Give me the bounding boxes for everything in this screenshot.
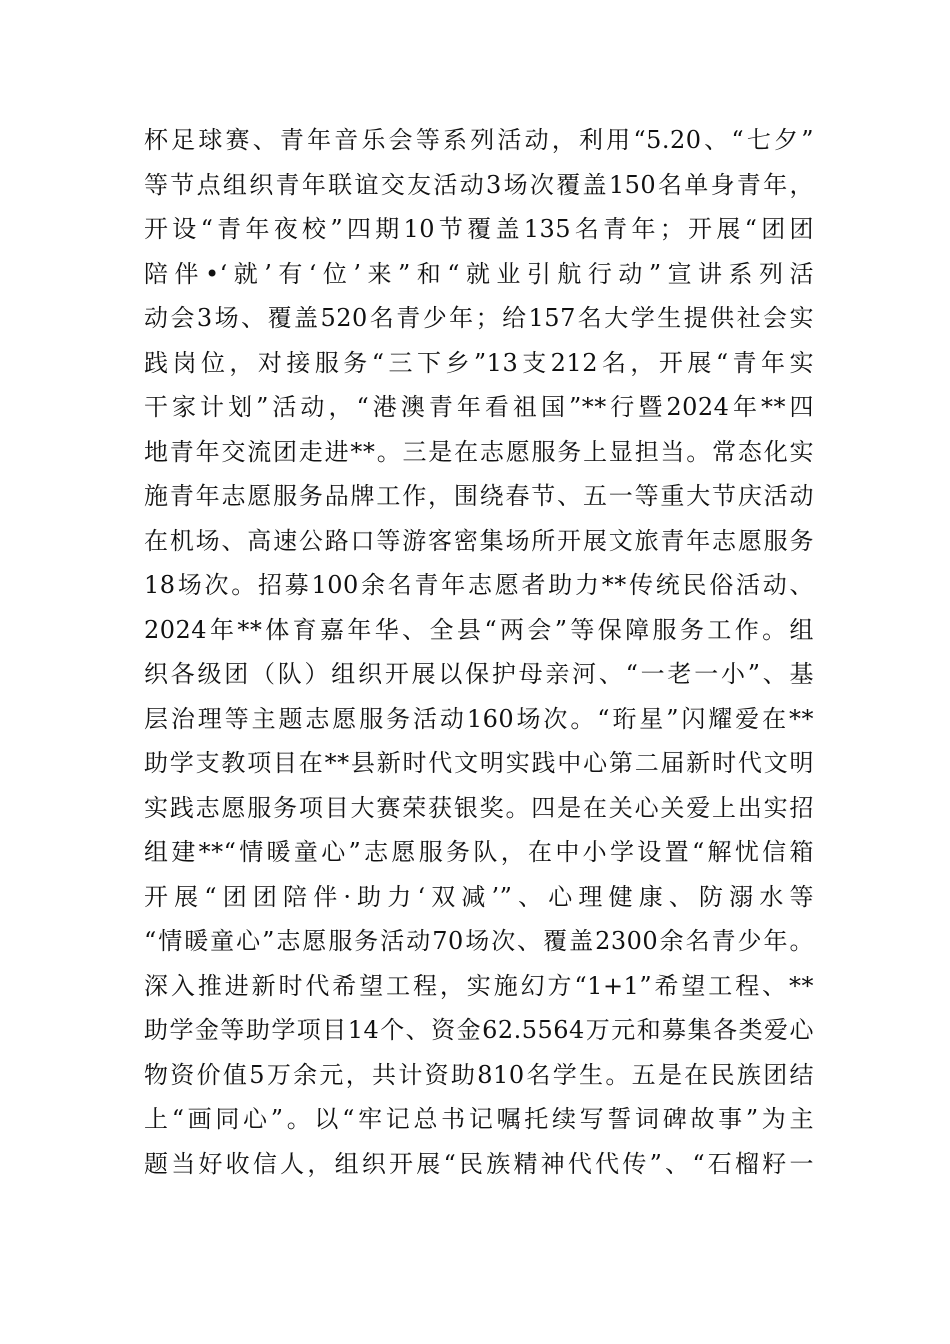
text-line: 深入推进新时代希望工程，实施幻方“1+1”希望工程、** (144, 971, 814, 1000)
text-line: 陪伴•‘就’有‘位’来”和“就业引航行动”宣讲系列活 (144, 259, 814, 288)
text-line: 践岗位，对接服务“三下乡”13支212名，开展“青年实 (144, 348, 814, 377)
text-line: 施青年志愿服务品牌工作，围绕春节、五一等重大节庆活动 (144, 482, 814, 510)
text-line: 开展“团团陪伴·助力‘双减’”、心理健康、防溺水等 (144, 882, 814, 911)
text-line: 干家计划”活动，“港澳青年看祖国”**行暨2024年**四 (144, 393, 814, 421)
text-line: 地青年交流团走进**。三是在志愿服务上显担当。常态化实 (144, 437, 814, 466)
text-line: “情暖童心”志愿服务活动70场次、覆盖2300余名青少年。 (144, 927, 814, 955)
text-line: 2024年**体育嘉年华、全县“两会”等保障服务工作。组 (144, 615, 814, 644)
text-line: 开设“青年夜校”四期10节覆盖135名青年；开展“团团 (144, 215, 814, 243)
text-line: 层治理等主题志愿服务活动160场次。“珩星”闪耀爱在** (144, 704, 814, 733)
text-line: 实践志愿服务项目大赛荣获银奖。四是在关心关爱上出实招 (144, 793, 814, 822)
text-line: 助学金等助学项目14个、资金62.5564万元和募集各类爱心 (144, 1016, 814, 1044)
text-line: 等节点组织青年联谊交友活动3场次覆盖150名单身青年， (144, 170, 814, 199)
text-line: 在机场、高速公路口等游客密集场所开展文旅青年志愿服务 (144, 526, 814, 555)
text-line: 题当好收信人，组织开展“民族精神代代传”、“石榴籽一 (144, 1149, 814, 1178)
text-line: 物资价值5万余元，共计资助810名学生。五是在民族团结 (144, 1060, 814, 1089)
text-line: 上“画同心”。以“牢记总书记嘱托续写誓词碑故事”为主 (144, 1105, 814, 1133)
text-line: 18场次。招募100余名青年志愿者助力**传统民俗活动、 (144, 571, 814, 599)
text-line: 动会3场、覆盖520名青少年；给157名大学生提供社会实 (144, 304, 814, 332)
text-line: 织各级团（队）组织开展以保护母亲河、“一老一小”、基 (144, 660, 814, 688)
text-line: 杯足球赛、青年音乐会等系列活动，利用“5.20、“七夕” (144, 126, 814, 154)
body-paragraph (144, 118, 814, 1186)
text-line: 组建**“情暖童心”志愿服务队，在中小学设置“解忧信箱 (144, 838, 814, 866)
text-line: 助学支教项目在**县新时代文明实践中心第二届新时代文明 (144, 749, 814, 777)
